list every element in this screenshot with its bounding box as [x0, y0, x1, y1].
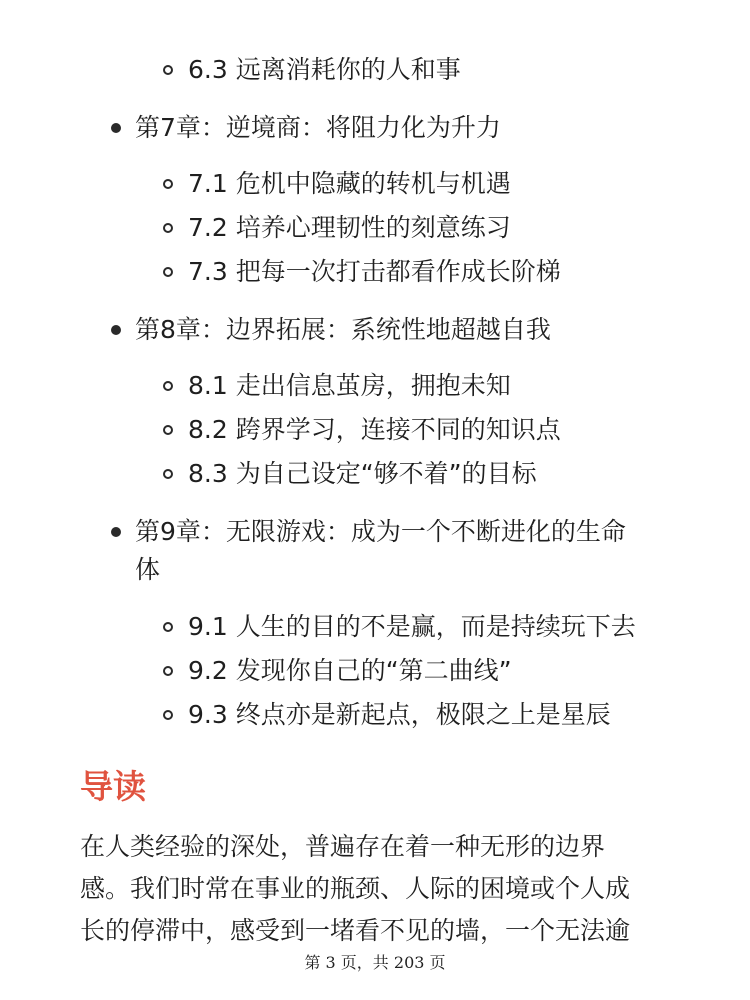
- filled-bullet-icon: [111, 527, 121, 537]
- filled-bullet-icon: [111, 123, 121, 133]
- toc-item-6-3: 6.3 远离消耗你的人和事: [188, 55, 461, 84]
- toc-item-8-1: 8.1 走出信息茧房，拥抱未知: [188, 371, 511, 400]
- hollow-bullet-icon: [163, 267, 173, 277]
- hollow-bullet-icon: [163, 65, 173, 75]
- paragraph-line: 在人类经验的深处，普遍存在着一种无形的边界: [80, 832, 606, 861]
- toc-item-9-3: 9.3 终点亦是新起点，极限之上是星辰: [188, 700, 611, 729]
- toc-item-7-2: 7.2 培养心理韧性的刻意练习: [188, 213, 511, 242]
- hollow-bullet-icon: [163, 381, 173, 391]
- toc-item-8-3: 8.3 为自己设定“够不着”的目标: [188, 459, 537, 488]
- toc-chapter-8: 第8章：边界拓展：系统性地超越自我: [135, 315, 551, 344]
- toc-chapter-7: 第7章：逆境商：将阻力化为升力: [135, 113, 501, 142]
- section-heading: 导读: [80, 767, 146, 806]
- toc-item-7-1: 7.1 危机中隐藏的转机与机遇: [188, 169, 511, 198]
- hollow-bullet-icon: [163, 666, 173, 676]
- toc-item-7-3: 7.3 把每一次打击都看作成长阶梯: [188, 257, 561, 286]
- toc-item-8-2: 8.2 跨界学习，连接不同的知识点: [188, 415, 561, 444]
- hollow-bullet-icon: [163, 179, 173, 189]
- hollow-bullet-icon: [163, 622, 173, 632]
- toc-chapter-9-line1: 第9章：无限游戏：成为一个不断进化的生命: [135, 517, 626, 546]
- hollow-bullet-icon: [163, 425, 173, 435]
- toc-item-9-2: 9.2 发现你自己的“第二曲线”: [188, 656, 512, 685]
- toc-chapter-9-line2: 体: [135, 555, 161, 584]
- hollow-bullet-icon: [163, 223, 173, 233]
- paragraph-line: 长的停滞中，感受到一堵看不见的墙，一个无法逾: [80, 916, 631, 945]
- page-number-footer: 第 3 页，共 203 页: [304, 953, 446, 972]
- filled-bullet-icon: [111, 325, 121, 335]
- hollow-bullet-icon: [163, 710, 173, 720]
- toc-item-9-1: 9.1 人生的目的不是赢，而是持续玩下去: [188, 612, 636, 641]
- paragraph-line: 感。我们时常在事业的瓶颈、人际的困境或个人成: [80, 874, 631, 903]
- hollow-bullet-icon: [163, 469, 173, 479]
